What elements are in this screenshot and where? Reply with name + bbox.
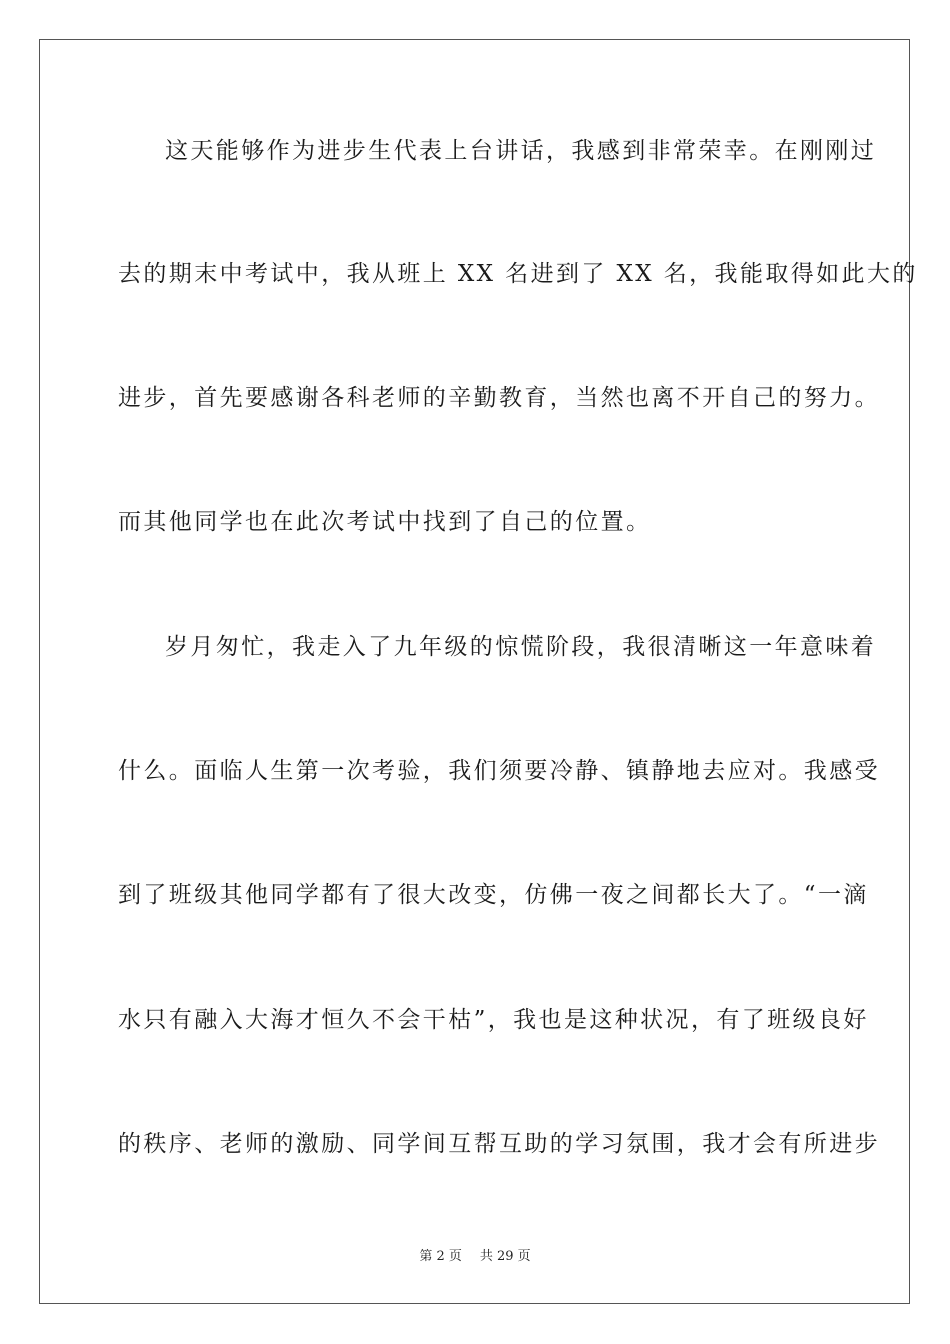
page-number: 第 2 页 <box>419 1249 462 1264</box>
paragraph-1-line-4: 而其他同学也在此次考试中找到了自己的位置。 <box>118 509 652 535</box>
paragraph-2-line-3: 到了班级其他同学都有了很大改变，仿佛一夜之间都长大了。“一滴 <box>118 882 869 908</box>
page-total: 共 29 页 <box>479 1249 531 1264</box>
paragraph-2-line-2: 什么。面临人生第一次考验，我们须要冷静、镇静地去应对。我感受 <box>118 758 880 784</box>
paragraph-2-line-4: 水只有融入大海才恒久不会干枯”，我也是这种状况，有了班级良好 <box>118 1007 869 1033</box>
paragraph-1-line-3: 进步，首先要感谢各科老师的辛勤教育，当然也离不开自己的努力。 <box>118 385 880 411</box>
paragraph-2-line-1: 岁月匆忙，我走入了九年级的惊慌阶段，我很清晰这一年意味着 <box>165 634 877 660</box>
paragraph-1-line-1: 这天能够作为进步生代表上台讲话，我感到非常荣幸。在刚刚过 <box>165 138 877 164</box>
paragraph-1-line-2: 去的期末中考试中，我从班上 XX 名进到了 XX 名，我能取得如此大的 <box>118 261 918 287</box>
page-footer <box>0 1248 950 1266</box>
page-border <box>39 39 918 1304</box>
paragraph-2-line-5: 的秩序、老师的激励、同学间互帮互助的学习氛围，我才会有所进步 <box>118 1131 880 1157</box>
